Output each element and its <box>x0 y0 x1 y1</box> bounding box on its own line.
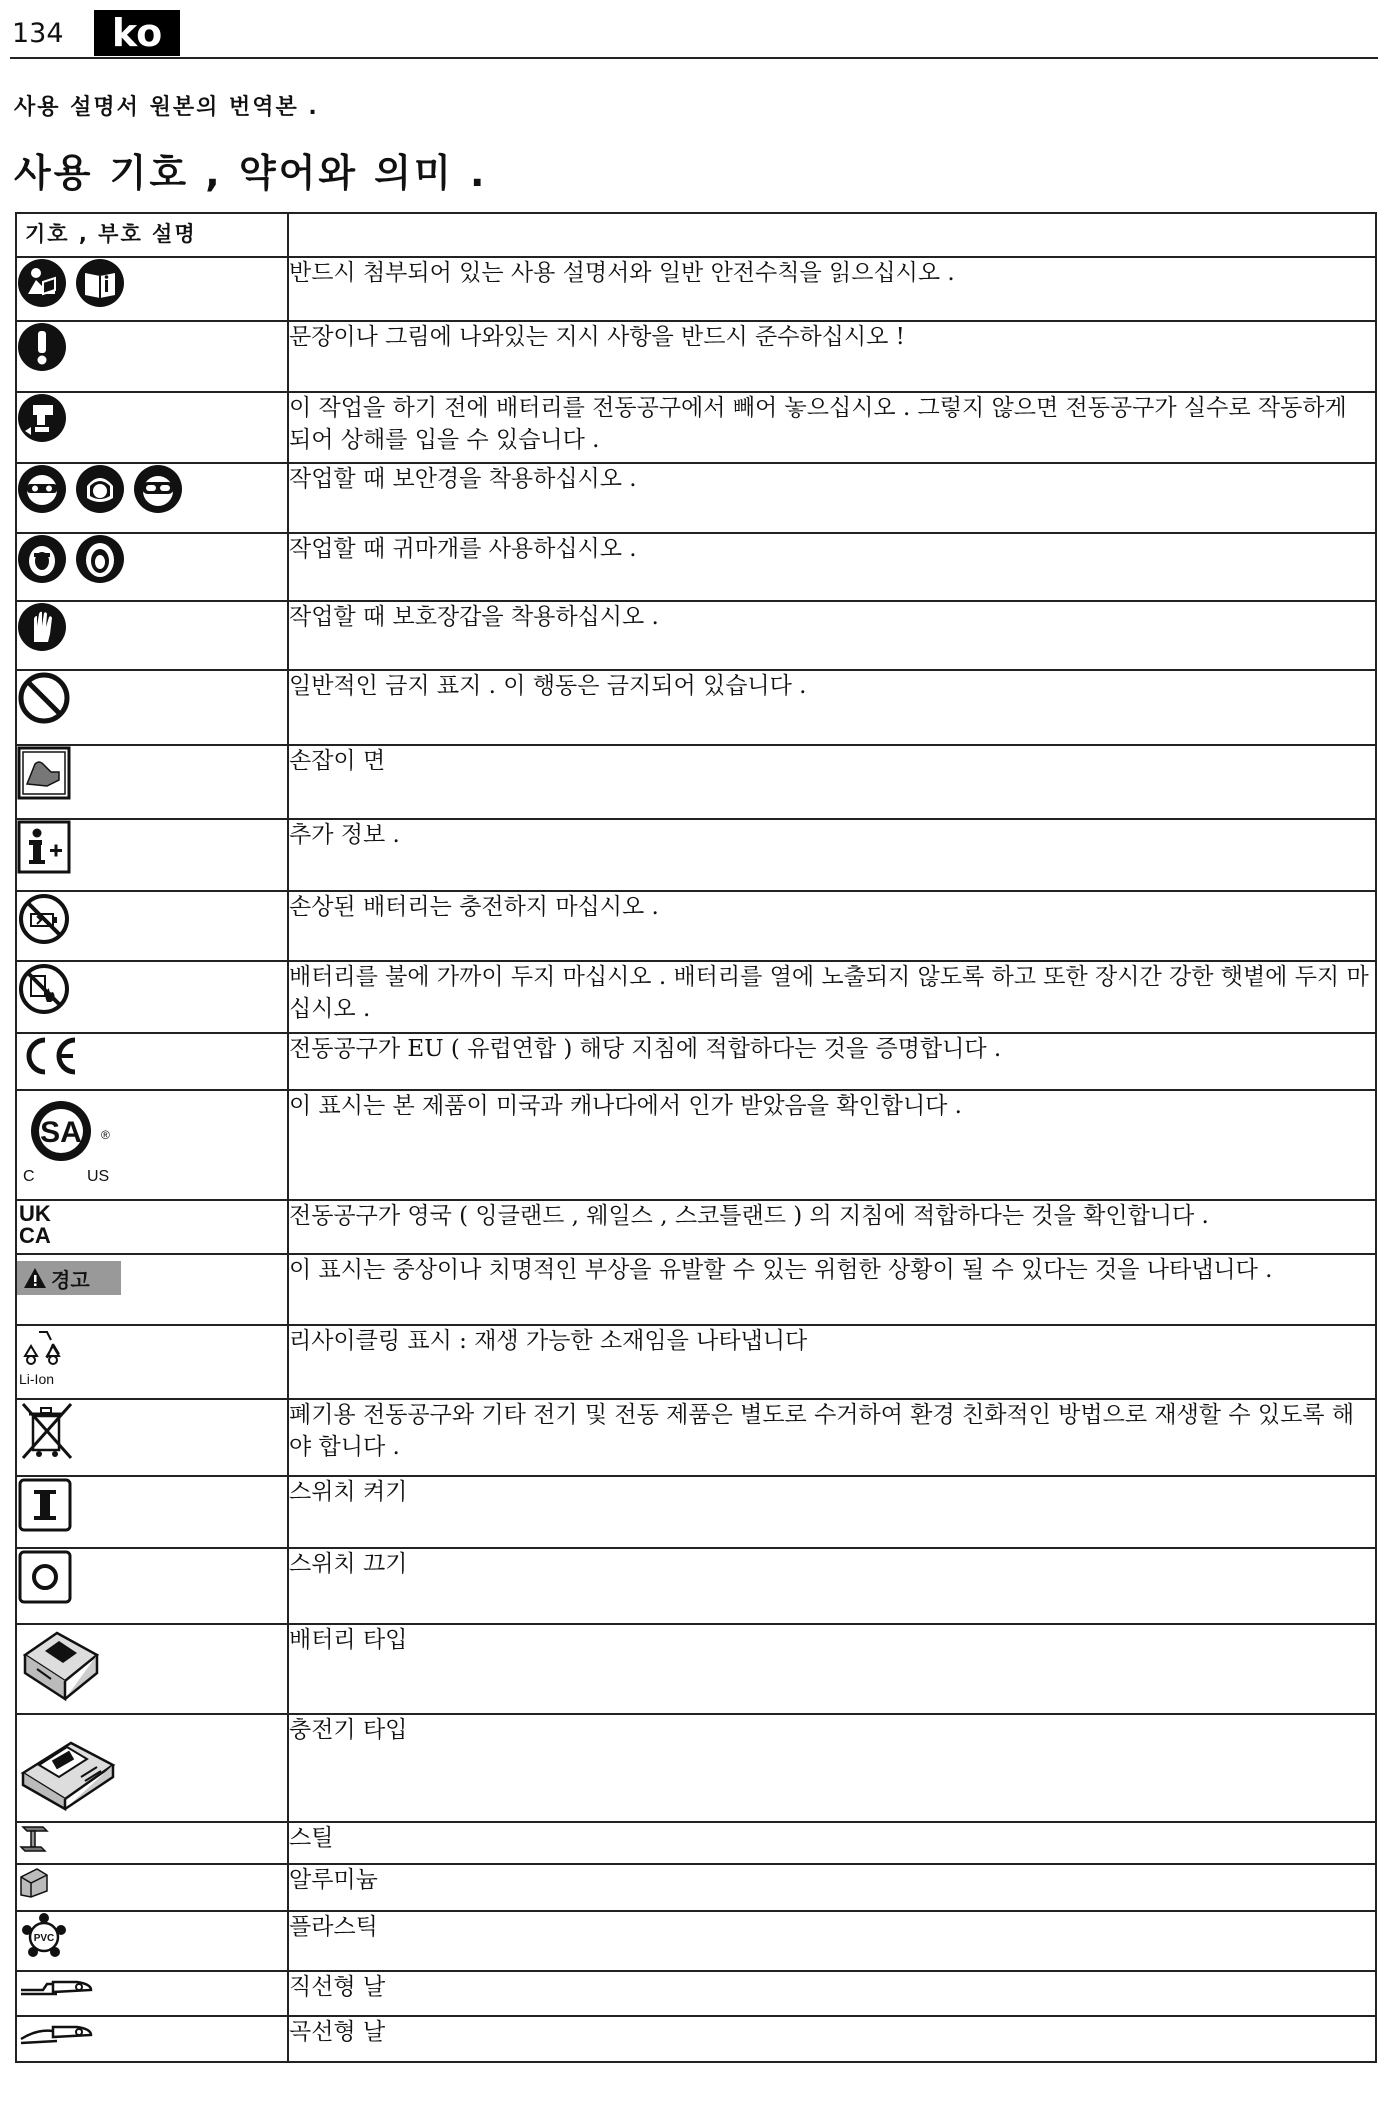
table-row <box>16 1822 1376 1864</box>
symbol-cell <box>16 257 288 321</box>
description-cell: 추가 정보 . <box>288 819 1376 891</box>
no-fire-battery-icon <box>17 962 71 1016</box>
table-row <box>16 1864 1376 1911</box>
description-cell: 폐기용 전동공구와 기타 전기 및 전동 제품은 별도로 수거하여 환경 친화적인 방법으로 재생할 수 있도록 해야 합니다 . <box>288 1399 1376 1476</box>
symbol-cell <box>16 533 288 601</box>
symbol-cell <box>16 2016 288 2062</box>
table-row <box>16 1548 1376 1624</box>
grip-surface-icon <box>17 746 71 800</box>
table-row <box>16 670 1376 745</box>
recycle-label: Li-Ion <box>19 1371 55 1387</box>
csa-c-label: C <box>23 1168 35 1185</box>
ear-muffs-icon <box>75 534 125 584</box>
symbol-cell <box>16 1254 288 1325</box>
prohibition-icon <box>17 671 71 725</box>
description-cell: 손잡이 면 <box>288 745 1376 819</box>
symbol-cell <box>16 819 288 891</box>
plastic-pvc-icon <box>17 1912 71 1962</box>
description-cell: 충전기 타입 <box>288 1714 1376 1822</box>
table-row <box>16 1714 1376 1822</box>
table-row <box>16 601 1376 670</box>
description-cell: 직선형 날 <box>288 1971 1376 2016</box>
straight-blade-icon <box>17 1972 97 2002</box>
symbol-cell <box>16 601 288 670</box>
table-row <box>16 1033 1376 1090</box>
description-cell: 전동공구가 영국 ( 잉글랜드 , 웨일스 , 스코틀랜드 ) 의 지침에 적합하다는 것을 확인합니다 . <box>288 1200 1376 1254</box>
recycling-li-ion-icon <box>17 1326 77 1388</box>
table-header-row <box>16 213 1376 257</box>
symbol-cell <box>16 321 288 392</box>
steel-icon <box>17 1823 53 1855</box>
table-row <box>16 1971 1376 2016</box>
page-title: 사용 기호 , 약어와 의미 . <box>14 151 488 195</box>
language-badge: ko <box>94 10 180 56</box>
table-row <box>16 1399 1376 1476</box>
switch-on-icon <box>17 1477 73 1533</box>
description-cell: 전동공구가 EU ( 유럽연합 ) 해당 지침에 적합하다는 것을 증명합니다 . <box>288 1033 1376 1090</box>
svg-text:®: ® <box>101 1128 110 1142</box>
aluminium-icon <box>17 1865 53 1899</box>
symbol-cell <box>16 1864 288 1911</box>
goggles-icon <box>133 464 183 514</box>
warning-label-icon <box>17 1261 121 1295</box>
table-row <box>16 533 1376 601</box>
description-cell: 곡선형 날 <box>288 2016 1376 2062</box>
table-row <box>16 1254 1376 1325</box>
ce-mark-icon <box>17 1034 83 1078</box>
table-row <box>16 819 1376 891</box>
table-row <box>16 392 1376 463</box>
svg-text:UK: UK <box>19 1201 51 1226</box>
description-column-header <box>288 213 1376 257</box>
csa-us-label: US <box>87 1168 110 1185</box>
symbol-cell <box>16 961 288 1033</box>
read-manual-icon <box>17 258 67 308</box>
warning-label-text: 경고 <box>51 1267 90 1292</box>
table-row <box>16 321 1376 392</box>
description-cell: 플라스틱 <box>288 1911 1376 1971</box>
csa-mark-icon <box>17 1091 137 1187</box>
symbol-cell <box>16 1090 288 1200</box>
weee-bin-icon <box>17 1400 77 1462</box>
description-cell: 스위치 끄기 <box>288 1548 1376 1624</box>
description-cell: 이 표시는 중상이나 치명적인 부상을 유발할 수 있는 위험한 상황이 될 수 있다는 것을 나타냅니다 . <box>288 1254 1376 1325</box>
symbol-cell <box>16 1325 288 1399</box>
document-subtitle: 사용 설명서 원본의 번역본 . <box>14 95 319 120</box>
table-row <box>16 463 1376 533</box>
symbol-cell <box>16 1033 288 1090</box>
symbol-cell <box>16 1548 288 1624</box>
description-cell: 반드시 첨부되어 있는 사용 설명서와 일반 안전수칙을 읽으십시오 . <box>288 257 1376 321</box>
symbol-cell <box>16 463 288 533</box>
curved-blade-icon <box>17 2017 97 2047</box>
table-row <box>16 1200 1376 1254</box>
table-row <box>16 2016 1376 2062</box>
symbol-cell <box>16 1911 288 1971</box>
ear-protection-icon <box>17 534 67 584</box>
table-row <box>16 1911 1376 1971</box>
exclamation-icon <box>17 322 67 372</box>
battery-pack-icon <box>17 1625 107 1705</box>
description-cell: 이 작업을 하기 전에 배터리를 전동공구에서 빼어 놓으십시오 . 그렇지 않으면 전동공구가 실수로 작동하게 되어 상해를 입을 수 있습니다 . <box>288 392 1376 463</box>
description-cell: 문장이나 그림에 나와있는 지시 사항을 반드시 준수하십시오 ! <box>288 321 1376 392</box>
description-cell: 리사이클링 표시 : 재생 가능한 소재임을 나타냅니다 <box>288 1325 1376 1399</box>
remove-battery-icon <box>17 393 67 443</box>
description-cell: 작업할 때 보안경을 착용하십시오 . <box>288 463 1376 533</box>
safety-glasses-icon <box>17 464 67 514</box>
no-charge-damaged-battery-icon <box>17 892 71 946</box>
table-row <box>16 961 1376 1033</box>
description-cell: 손상된 배터리는 충전하지 마십시오 . <box>288 891 1376 961</box>
description-cell: 배터리 타입 <box>288 1624 1376 1714</box>
symbol-cell <box>16 392 288 463</box>
description-cell: 이 표시는 본 제품이 미국과 캐나다에서 인가 받았음을 확인합니다 . <box>288 1090 1376 1200</box>
description-cell: 작업할 때 보호장갑을 착용하십시오 . <box>288 601 1376 670</box>
symbol-cell <box>16 1714 288 1822</box>
charger-icon <box>17 1715 117 1811</box>
symbol-cell <box>16 1200 288 1254</box>
face-shield-icon <box>75 464 125 514</box>
description-cell: 알루미늄 <box>288 1864 1376 1911</box>
ukca-mark-icon <box>17 1201 65 1245</box>
svg-text:CA: CA <box>19 1223 51 1245</box>
symbol-column-header: 기호 , 부호 설명 <box>16 213 288 257</box>
symbol-cell <box>16 1476 288 1548</box>
manual-info-icon <box>75 258 125 308</box>
table-row <box>16 1325 1376 1399</box>
symbols-table <box>15 212 1377 2063</box>
symbol-cell <box>16 891 288 961</box>
page-number: 134 <box>12 18 64 49</box>
table-row <box>16 745 1376 819</box>
description-cell: 일반적인 금지 표지 . 이 행동은 금지되어 있습니다 . <box>288 670 1376 745</box>
description-cell: 배터리를 불에 가까이 두지 마십시오 . 배터리를 열에 노출되지 않도록 하고 또한 장시간 강한 햇볕에 두지 마십시오 . <box>288 961 1376 1033</box>
table-row <box>16 891 1376 961</box>
table-row <box>16 1090 1376 1200</box>
symbol-cell <box>16 1822 288 1864</box>
svg-text:SA: SA <box>40 1116 82 1149</box>
symbol-cell <box>16 1971 288 2016</box>
gloves-icon <box>17 602 67 652</box>
description-cell: 스틸 <box>288 1822 1376 1864</box>
symbol-cell <box>16 1399 288 1476</box>
switch-off-icon <box>17 1549 73 1605</box>
pvc-label: PVC <box>33 1933 55 1944</box>
additional-info-icon <box>17 820 71 874</box>
header-divider <box>10 57 1378 59</box>
description-cell: 작업할 때 귀마개를 사용하십시오 . <box>288 533 1376 601</box>
symbol-cell <box>16 1624 288 1714</box>
description-cell: 스위치 켜기 <box>288 1476 1376 1548</box>
symbol-cell <box>16 745 288 819</box>
symbol-cell <box>16 670 288 745</box>
table-row <box>16 1624 1376 1714</box>
table-row <box>16 257 1376 321</box>
page-header <box>0 0 1387 62</box>
table-row <box>16 1476 1376 1548</box>
